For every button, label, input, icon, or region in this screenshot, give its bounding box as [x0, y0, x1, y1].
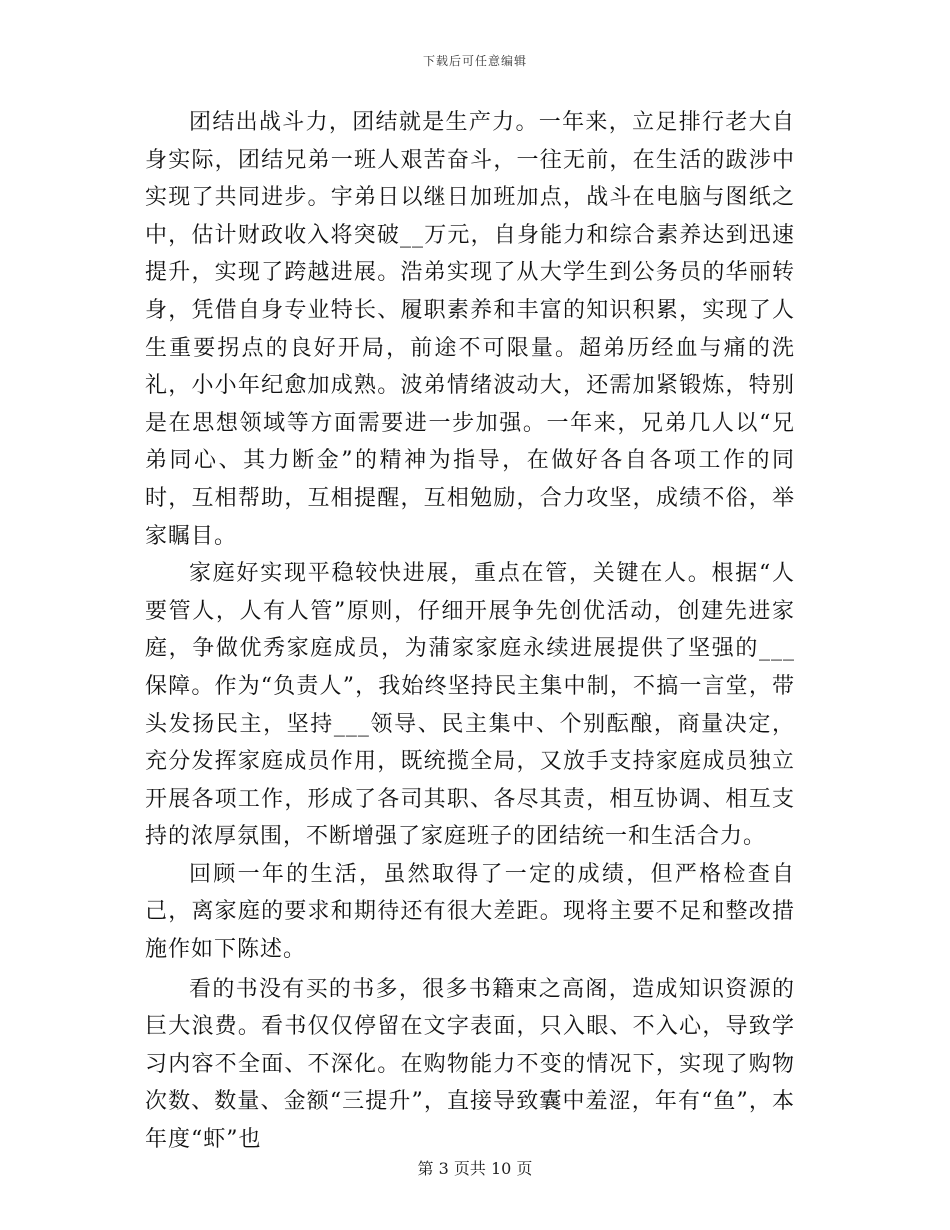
page-header: 下载后可任意编辑: [422, 54, 527, 68]
paragraph-shortcomings: 看的书没有买的书多，很多书籍束之高阁，造成知识资源的巨大浪费。看书仅仅停留在文字表面，只入眼、不入心，导致学习内容不全面、不深化。在购物能力不变的情况下，实现了购物次数、数量、金额“三提升”，直接导致囊中羞涩，年有“鱼”，本年度“虾”也: [145, 976, 795, 1153]
paragraph-review: 回顾一年的生活，虽然取得了一定的成绩，但严格检查自己，离家庭的要求和期待还有很大差距。现将主要不足和整改措施作如下陈述。: [145, 861, 795, 963]
paragraph-unity: 团结出战斗力，团结就是生产力。一年来，立足排行老大自身实际，团结兄弟一班人艰苦奋斗，一往无前，在生活的跋涉中实现了共同进步。宇弟日以继日加班加点，战斗在电脑与图纸之中，估计财政收入将突破__万元，自身能力和综合素养达到迅速提升，实现了跨越进展。浩弟实现了从大学生到公务员的华丽转身，凭借自身专业特长、履职素养和丰富的知识积累，实现了人生重要拐点的良好开局，前途不可限量。超弟历经血与痛的洗礼，小小年纪愈加成熟。波弟情绪波动大，还需加紧锻炼，特别是在思想领域等方面需要进一步加强。一年来，兄弟几人以“兄弟同心、其力断金”的精神为指导，在做好各自各项工作的同时，互相帮助，互相提醒，互相勉励，合力攻坚，成绩不俗，举家瞩目。: [145, 110, 795, 549]
document-body: [145, 104, 795, 1159]
paragraph-family-management: 家庭好实现平稳较快进展，重点在管，关键在人。根据“人要管人，人有人管”原则，仔细开展争先创优活动，创建先进家庭，争做优秀家庭成员，为蒲家家庭永续进展提供了坚强的___保障。作为“负责人”，我始终坚持民主集中制，不搞一言堂，带头发扬民主，坚持___领导、民主集中、个别酝酿，商量决定，充分发挥家庭成员作用，既统揽全局，又放手支持家庭成员独立开展各项工作，形成了各司其职、各尽其责，相互协调、相互支持的浓厚氛围，不断增强了家庭班子的团结统一和生活合力。: [145, 561, 795, 850]
page-number: 第 3 页共 10 页: [417, 1159, 533, 1178]
